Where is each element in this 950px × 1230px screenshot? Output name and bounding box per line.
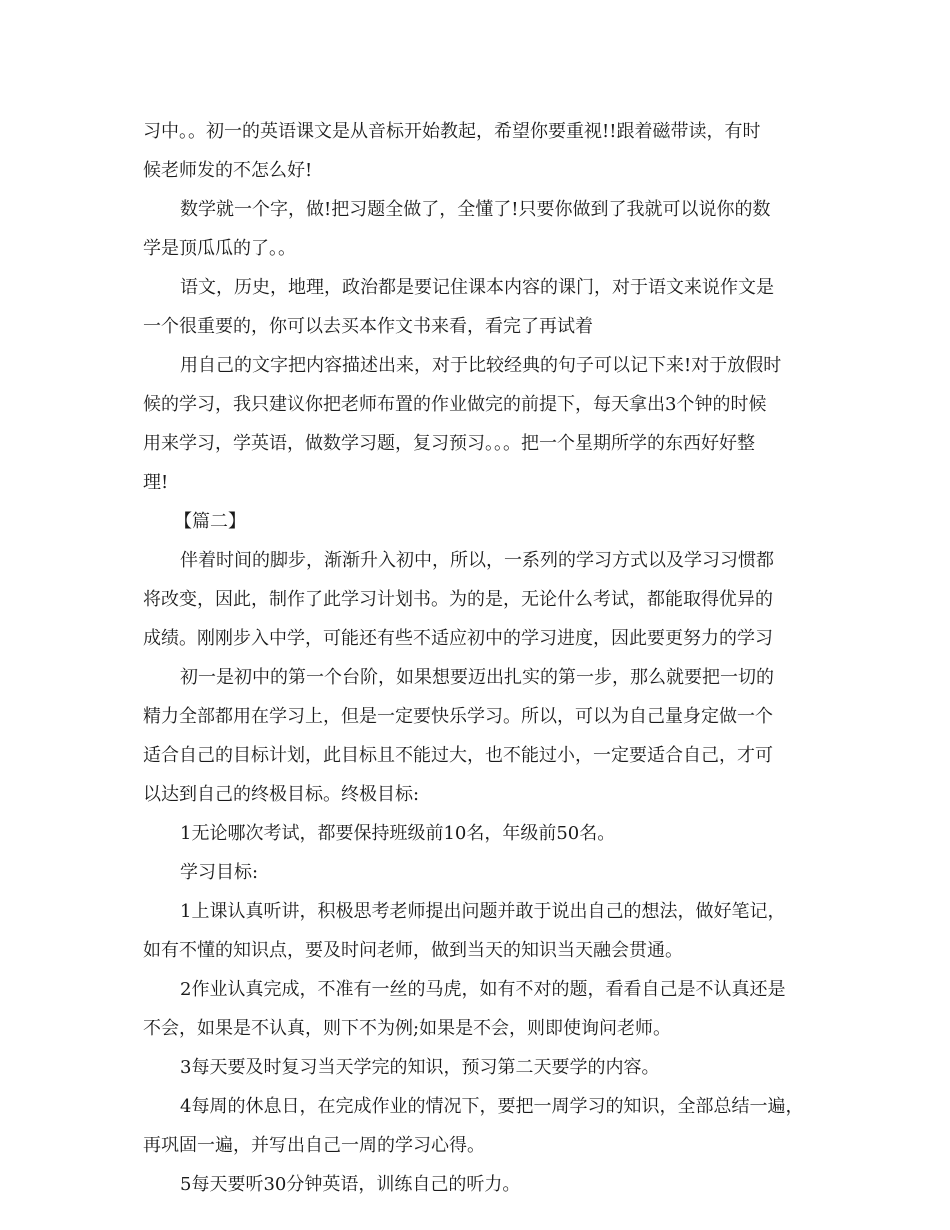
list-item: 4每周的休息日，在完成作业的情况下，要把一周学习的知识，全部总结一遍，	[180, 1096, 804, 1117]
list-item: 2作业认真完成，不准有一丝的马虎，如有不对的题，看看自己是不认真还是	[180, 979, 786, 1000]
text-line: 再巩固一遍，并写出自己一周的学习心得。	[143, 1135, 485, 1156]
text-line: 如有不懂的知识点，要及时问老师，做到当天的知识当天融会贯通。	[143, 940, 683, 961]
text-line: 伴着时间的脚步，渐渐升入初中，所以，一系列的学习方式以及学习习惯都	[180, 550, 774, 571]
text-line: 习中。。初一的英语课文是从音标开始教起，希望你要重视!!跟着磁带读，有时	[143, 121, 761, 142]
text-line: 精力全部都用在学习上，但是一定要快乐学习。所以，可以为自己量身定做一个	[143, 706, 773, 727]
list-item: 3每天要及时复习当天学完的知识，预习第二天要学的内容。	[180, 1057, 660, 1078]
list-item: 5每天要听30分钟英语，训练自己的听力。	[180, 1174, 521, 1195]
text-line: 以达到自己的终极目标。终极目标:	[143, 784, 420, 805]
text-line: 学是顶瓜瓜的了。。	[143, 238, 296, 259]
text-line: 理!	[143, 472, 169, 493]
text-line: 用自己的文字把内容描述出来，对于比较经典的句子可以记下来!对于放假时	[180, 355, 782, 376]
list-item: 1上课认真听讲，积极思考老师提出问题并敢于说出自己的想法，做好笔记，	[180, 901, 786, 922]
text-line: 候的学习，我只建议你把老师布置的作业做完的前提下，每天拿出3个钟的时候	[143, 394, 767, 415]
text-line: 语文，历史，地理，政治都是要记住课本内容的课门，对于语文来说作文是	[180, 277, 774, 298]
text-line: 将改变，因此，制作了此学习计划书。为的是，无论什么考试，都能取得优异的	[143, 589, 773, 610]
text-line: 初一是初中的第一个台阶，如果想要迈出扎实的第一步，那么就要把一切的	[180, 667, 774, 688]
text-line: 适合自己的目标计划，此目标且不能过大，也不能过小，一定要适合自己，才可	[143, 745, 773, 766]
text-line: 学习目标:	[180, 862, 259, 883]
section-heading: 【篇二】	[174, 511, 246, 532]
text-line: 成绩。刚刚步入中学，可能还有些不适应初中的学习进度，因此要更努力的学习	[143, 628, 773, 649]
text-line: 不会，如果是不认真，则下不为例;如果是不会，则即使询问老师。	[143, 1018, 672, 1039]
list-item: 1无论哪次考试，都要保持班级前10名，年级前50名。	[180, 823, 616, 844]
text-line: 数学就一个字，做!把习题全做了，全懂了!只要你做到了我就可以说你的数	[180, 199, 771, 220]
text-line: 用来学习，学英语，做数学习题，复习预习。。。把一个星期所学的东西好好整	[143, 433, 755, 454]
text-line: 一个很重要的，你可以去买本作文书来看，看完了再试着	[143, 316, 593, 337]
text-line: 候老师发的不怎么好!	[143, 160, 313, 181]
